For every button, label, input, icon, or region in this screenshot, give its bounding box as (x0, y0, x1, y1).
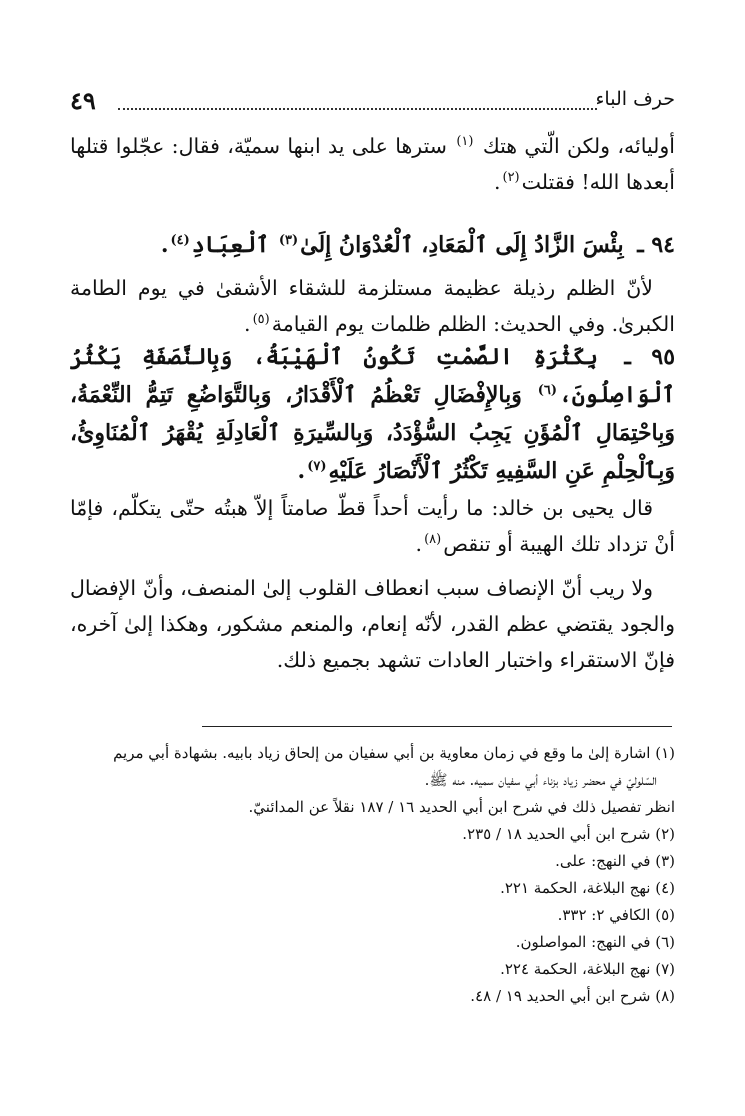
footnote-6: (٦) في النهج: المواصلون. (515, 933, 675, 951)
paragraph-4 (70, 570, 675, 678)
paragraph-3-text: قال يحيى بن خالد: ما رأيت أحداً قطّ صامتاً إلاّ هبتُه حتّى يتكلّم، فإمّا أنْ تزداد تلك الهيبة أو تنقص (70, 496, 675, 556)
footnote-ref-6: (٦) (537, 382, 557, 398)
saying-95-end: . (297, 458, 306, 484)
footnote-ref-5: (٥) (252, 312, 270, 328)
footnote-ref-1: (١) (456, 134, 474, 150)
page-number: ٤٩ (70, 86, 96, 115)
footnote-ref-3: (٣) (278, 232, 299, 248)
footnote-1-line-1: (١) اشارة إلىٰ ما وقع في زمان معاوية بن أبي سفيان من إلحاق زياد بابيه. بشهادة أبي مريم (113, 744, 675, 762)
chapter-title: حرف الباء (595, 88, 675, 110)
footnote-separator (202, 726, 672, 727)
footnote-3: (٣) في النهج: على. (555, 852, 675, 870)
saying-95-number: ٩٥ ـ (624, 344, 676, 370)
saying-94-end: . (160, 232, 169, 258)
saying-94-text-a: بِئْسَ الزَّادُ إِلَى ٱلْمَعَادِ، ٱلْعُدْوَانُ إِلَىٰ (300, 232, 624, 258)
footnote-4: (٤) نهج البلاغة، الحكمة ٢٢١. (500, 879, 675, 897)
saying-95 (70, 338, 675, 490)
footnote-2: (٢) شرح ابن أبي الحديد ١٨ / ٢٣٥. (462, 825, 675, 843)
paragraph-1-end: . (493, 170, 501, 194)
footnote-ref-2: (٢) (502, 170, 520, 186)
saying-95-text-a: بِكَثْرَةِ الصَّمْتِ تَكُونُ ٱلْهَيْبَةُ، وَبِالنَّصَفَةِ يَكْثُرُ ٱلْوَاصِلُونَ، (70, 344, 675, 408)
footnote-1-line-3: انظر تفصيل ذلك في شرح ابن أبي الحديد ١٦ / ١٨٧ نقلاً عن المدائنيّ. (248, 798, 675, 816)
footnote-ref-7: (٧) (307, 458, 327, 474)
saying-94-number: ٩٤ ـ (637, 232, 675, 258)
footnote-7: (٧) نهج البلاغة، الحكمة ٢٢٤. (500, 960, 675, 978)
footnotes (70, 740, 675, 1010)
paragraph-2-text: لأنّ الظلم رذيلة عظيمة مستلزمة للشقاء الأشقىٰ في يوم الطامة الكبرىٰ. وفي الحديث: الظلم ظلمات يوم القيامة (70, 276, 675, 336)
running-header (70, 86, 675, 120)
paragraph-3 (70, 490, 675, 562)
paragraph-1-text-a: أوليائه، ولكن الّتي هتك (482, 134, 675, 158)
paragraph-1 (70, 128, 675, 200)
footnote-5: (٥) الكافي ٢: ٣٣٢. (557, 906, 675, 924)
footnote-ref-8: (٨) (424, 532, 442, 548)
header-dot-leader (118, 108, 597, 110)
saying-95-text-b: وَبِالإِفْضَالِ تَعْظُمُ ٱلْأَقْدَارُ، وَبِالتَّوَاضُعِ تَتِمُّ النِّعْمَةُ، وَبِاحْتِمَالِ ٱلْمُؤَنِ يَجِبُ السُّؤْدَدُ، وَبِالسِّيرَةِ ٱلْعَادِلَةِ يُقْهَرُ ٱلْمُنَاوِئُ، وَبِٱلْحِلْمِ عَنِ السَّفِيهِ تَكْثُرُ ٱلْأَنْصَارُ عَلَيْهِ (70, 382, 675, 484)
saying-94-text-b: ٱلْعِبَادِ (191, 232, 270, 258)
saying-94 (70, 226, 675, 264)
paragraph-2-end: . (244, 312, 251, 336)
paragraph-3-end: . (415, 532, 423, 556)
paragraph-1-text-b: سترها على يد ابنها سميّة، فقال: عجّلوا قتلها أبعدها الله! فقتلت (70, 134, 675, 194)
footnote-8: (٨) شرح ابن أبي الحديد ١٩ / ٤٨. (470, 987, 675, 1005)
paragraph-4-text: ولا ريب أنّ الإنصاف سبب انعطاف القلوب إلىٰ المنصف، وأنّ الإفضال والجود يقتضي عظم القدر، لأنّه إنعام، والمنعم مشكور، وهكذا إلىٰ آخره، فإنّ الاستقراء واختبار العادات تشهد بجميع ذلك. (70, 576, 675, 672)
footnote-1-line-2: السّلوليّ في محضر زياد بزناء أبي سفيان سميه. منه ﷺ. (424, 771, 657, 789)
paragraph-2 (70, 270, 675, 342)
footnote-ref-4: (٤) (170, 232, 190, 248)
